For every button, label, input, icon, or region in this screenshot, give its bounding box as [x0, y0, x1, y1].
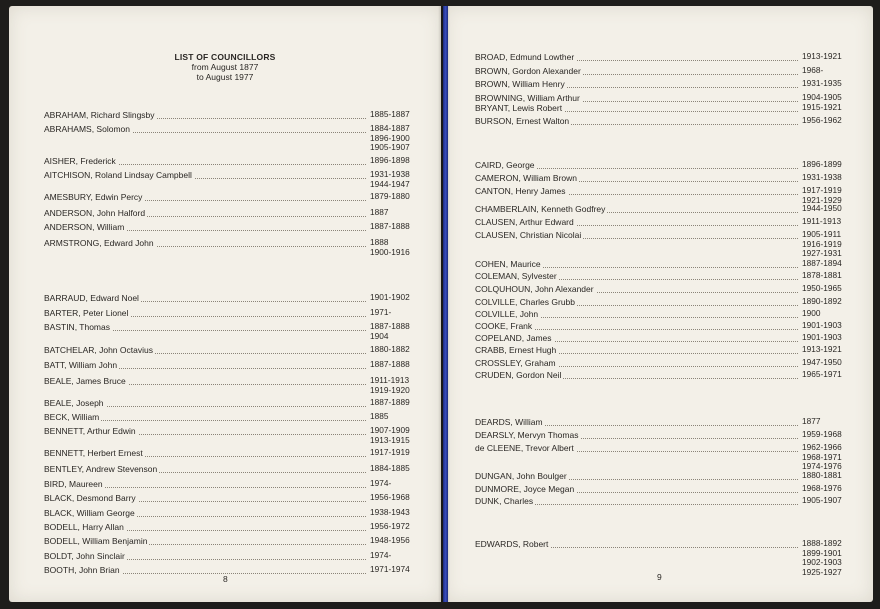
- term-year-range: 1884-1885: [370, 463, 410, 473]
- term-year-range: 1916-1919: [802, 238, 842, 249]
- term-year-range: 1880-1882: [370, 344, 410, 354]
- term-years: [370, 124, 410, 153]
- term-year-range: 1896-1899: [802, 159, 842, 169]
- councillor-name: BROWN, William Henry: [475, 79, 565, 89]
- term-year-range: 1896-1900: [370, 132, 410, 143]
- councillor-name: BENNETT, Arthur Edwin: [44, 426, 136, 436]
- councillor-name: DUNGAN, John Boulger: [475, 471, 567, 481]
- term-years: [370, 398, 410, 408]
- term-year-range: 1921-1929: [802, 194, 842, 205]
- term-year-range: 1947-1950: [802, 357, 842, 367]
- term-years: [802, 496, 842, 506]
- term-year-range: 1948-1956: [370, 535, 410, 545]
- term-year-range: 1931-1935: [802, 78, 842, 88]
- term-year-range: 1905-1907: [370, 142, 410, 152]
- term-years: [802, 79, 842, 89]
- term-year-range: 1879-1880: [370, 191, 410, 201]
- term-years: [802, 52, 842, 62]
- term-years: [370, 493, 410, 503]
- councillor-name: COLVILLE, John: [475, 309, 539, 319]
- term-year-range: 1913-1921: [802, 344, 842, 354]
- term-years: [802, 309, 820, 319]
- page-header: [9, 52, 441, 82]
- term-years: [370, 479, 391, 489]
- term-year-range: 1887-1894: [802, 258, 842, 268]
- term-year-range: 1911-1913: [802, 216, 842, 226]
- councillor-name: BROAD, Edmund Lowther: [475, 52, 575, 62]
- term-years: [370, 412, 388, 422]
- term-year-range: 1884-1887: [370, 123, 410, 133]
- term-years: [802, 230, 842, 259]
- term-years: [370, 110, 410, 120]
- councillor-name: COHEN, Maurice: [475, 259, 541, 269]
- bookmark-ribbon: [443, 6, 448, 602]
- term-years: [802, 471, 842, 481]
- councillor-name: CROSSLEY, Graham: [475, 358, 556, 368]
- term-year-range: 1907-1909: [370, 425, 410, 435]
- term-years: [802, 443, 842, 472]
- councillor-name: DEARSLY, Mervyn Thomas: [475, 430, 579, 440]
- term-year-range: 1901-1903: [802, 332, 842, 342]
- councillor-name: ABRAHAMS, Solomon: [44, 124, 130, 134]
- term-year-range: 1925-1927: [802, 566, 842, 577]
- term-year-range: 1888: [370, 237, 389, 247]
- term-year-range: 1915-1921: [802, 102, 842, 112]
- term-year-range: 1974-: [370, 478, 392, 488]
- term-years: [370, 238, 410, 257]
- councillor-name: AISHER, Frederick: [44, 156, 116, 166]
- term-year-range: 1956-1968: [370, 492, 410, 502]
- councillor-name: BURSON, Ernest Walton: [475, 116, 570, 126]
- term-year-range: 1917-1919: [370, 447, 410, 457]
- councillor-name: CLAUSEN, Arthur Edward: [475, 217, 574, 227]
- councillor-name: BENNETT, Herbert Ernest: [44, 448, 143, 458]
- page-subtitle-to: to August 1977: [196, 72, 254, 82]
- term-year-range: 1890-1892: [802, 296, 842, 306]
- term-year-range: 1927-1931: [802, 248, 842, 258]
- term-year-range: 1968-1971: [802, 451, 842, 462]
- term-year-range: 1965-1971: [802, 369, 842, 379]
- councillor-name: BARRAUD, Edward Noel: [44, 293, 139, 303]
- councillor-name: ANDERSON, John Halford: [44, 208, 146, 218]
- term-year-range: 1974-1976: [802, 461, 842, 471]
- councillor-name: CANTON, Henry James: [475, 186, 566, 196]
- term-year-range: 1887-1889: [370, 397, 410, 407]
- councillor-name: de CLEENE, Trevor Albert: [475, 443, 574, 453]
- term-year-range: 1919-1920: [370, 384, 410, 395]
- term-years: [802, 284, 842, 294]
- term-year-range: 1887-1888: [370, 221, 410, 231]
- page-number: 8: [223, 574, 228, 584]
- term-years: [802, 259, 842, 269]
- councillor-name: ANDERSON, William: [44, 222, 125, 232]
- term-year-range: 1959-1968: [802, 429, 842, 439]
- term-years: [802, 204, 842, 214]
- term-years: [802, 370, 842, 380]
- councillor-name: BOLDT, John Sinclair: [44, 551, 125, 561]
- councillor-name: BARTER, Peter Lionel: [44, 308, 129, 318]
- term-years: [802, 345, 842, 355]
- term-years: [802, 103, 842, 113]
- term-year-range: 1887-1888: [370, 321, 410, 331]
- councillor-name: CRABB, Ernest Hugh: [475, 345, 557, 355]
- term-year-range: 1956-1972: [370, 521, 410, 531]
- left-page: [9, 6, 441, 602]
- term-year-range: 1938-1943: [370, 507, 410, 517]
- term-years: [370, 208, 388, 218]
- councillor-name: BECK, William: [44, 412, 100, 422]
- term-years: [370, 308, 391, 318]
- councillor-name: COOKE, Frank: [475, 321, 533, 331]
- term-year-range: 1968-: [802, 65, 824, 75]
- term-year-range: 1888-1892: [802, 538, 842, 548]
- councillor-name: BOOTH, John Brian: [44, 565, 120, 575]
- term-year-range: 1905-1907: [802, 495, 842, 505]
- right-page: [445, 6, 873, 602]
- term-years: [802, 173, 842, 183]
- term-year-range: 1885: [370, 411, 389, 421]
- councillor-name: COLEMAN, Sylvester: [475, 271, 557, 281]
- term-years: [370, 222, 410, 232]
- term-years: [802, 358, 842, 368]
- councillor-name: DUNK, Charles: [475, 496, 534, 506]
- councillor-name: EDWARDS, Robert: [475, 539, 549, 549]
- councillor-name: BATCHELAR, John Octavius: [44, 345, 153, 355]
- term-year-range: 1902-1903: [802, 557, 842, 567]
- term-year-range: 1931-1938: [802, 172, 842, 182]
- councillor-name: BODELL, Harry Allan: [44, 522, 124, 532]
- councillor-name: COLQUHOUN, John Alexander: [475, 284, 594, 294]
- term-years: [370, 170, 410, 189]
- term-year-range: 1901-1903: [802, 320, 842, 330]
- term-years: [370, 156, 410, 166]
- term-year-range: 1968-1976: [802, 483, 842, 493]
- term-years: [370, 192, 410, 202]
- term-year-range: 1887: [370, 207, 389, 217]
- term-year-range: 1971-1974: [370, 564, 410, 574]
- term-years: [370, 536, 410, 546]
- councillor-name: CHAMBERLAIN, Kenneth Godfrey: [475, 204, 606, 214]
- term-year-range: 1899-1901: [802, 547, 842, 558]
- term-years: [370, 448, 410, 458]
- councillor-name: CLAUSEN, Christian Nicolai: [475, 230, 582, 240]
- page-subtitle-from: from August 1877: [191, 62, 259, 72]
- councillor-name: BRYANT, Lewis Robert: [475, 103, 563, 113]
- councillor-name: CAMERON, William Brown: [475, 173, 578, 183]
- term-years: [802, 430, 842, 440]
- term-years: [370, 322, 410, 341]
- term-years: [370, 508, 410, 518]
- councillor-name: BEALE, James Bruce: [44, 376, 126, 386]
- term-years: [370, 360, 410, 370]
- term-year-range: 1887-1888: [370, 359, 410, 369]
- term-year-range: 1900: [802, 308, 821, 318]
- term-years: [802, 539, 842, 577]
- term-years: [802, 297, 842, 307]
- term-years: [370, 376, 410, 395]
- councillor-name: BLACK, William George: [44, 508, 135, 518]
- term-year-range: 1931-1938: [370, 169, 410, 179]
- term-years: [370, 293, 410, 303]
- term-years: [370, 426, 410, 445]
- term-year-range: 1904: [370, 330, 389, 341]
- councillor-name: ABRAHAM, Richard Slingsby: [44, 110, 155, 120]
- term-year-range: 1877: [802, 416, 821, 426]
- councillor-name: BIRD, Maureen: [44, 479, 103, 489]
- term-years: [802, 160, 842, 170]
- term-year-range: 1913-1921: [802, 51, 842, 61]
- term-years: [370, 345, 410, 355]
- councillor-name: CRUDEN, Gordon Neil: [475, 370, 562, 380]
- term-year-range: 1971-: [370, 307, 392, 317]
- councillor-name: BROWNING, William Arthur: [475, 93, 580, 103]
- term-year-range: 1880-1881: [802, 470, 842, 480]
- councillor-name: BODELL, William Benjamin: [44, 536, 148, 546]
- term-year-range: 1901-1902: [370, 292, 410, 302]
- term-years: [370, 565, 410, 575]
- term-year-range: 1974-: [370, 550, 392, 560]
- term-year-range: 1911-1913: [370, 375, 410, 385]
- councillor-name: DEARDS, William: [475, 417, 543, 427]
- term-year-range: 1962-1966: [802, 442, 842, 452]
- term-year-range: 1913-1915: [370, 434, 410, 445]
- term-year-range: 1904-1905: [802, 92, 842, 102]
- councillor-name: BATT, William John: [44, 360, 118, 370]
- term-years: [802, 271, 842, 281]
- page-number: 9: [657, 572, 662, 582]
- term-year-range: 1900-1916: [370, 246, 410, 257]
- councillor-name: BEALE, Joseph: [44, 398, 104, 408]
- term-years: [802, 321, 842, 331]
- term-years: [802, 116, 842, 126]
- term-year-range: 1944-1950: [802, 203, 842, 213]
- term-year-range: 1885-1887: [370, 109, 410, 119]
- councillor-name: BASTIN, Thomas: [44, 322, 110, 332]
- councillor-name: AMESBURY, Edwin Percy: [44, 192, 143, 202]
- councillor-name: COLVILLE, Charles Grubb: [475, 297, 575, 307]
- councillor-name: ARMSTRONG, Edward John: [44, 238, 154, 248]
- councillor-name: AITCHISON, Roland Lindsay Campbell: [44, 170, 192, 180]
- term-years: [802, 66, 823, 76]
- term-year-range: 1944-1947: [370, 178, 410, 189]
- term-year-range: 1896-1898: [370, 155, 410, 165]
- councillor-name: COPELAND, James: [475, 333, 552, 343]
- page-title: LIST OF COUNCILLORS: [174, 52, 276, 62]
- term-year-range: 1878-1881: [802, 270, 842, 280]
- councillor-name: BLACK, Desmond Barry: [44, 493, 136, 503]
- councillor-name: DUNMORE, Joyce Megan: [475, 484, 575, 494]
- term-years: [802, 417, 820, 427]
- term-years: [370, 551, 391, 561]
- councillor-name: CAIRD, George: [475, 160, 535, 170]
- term-years: [370, 464, 410, 474]
- councillor-name: BENTLEY, Andrew Stevenson: [44, 464, 158, 474]
- term-year-range: 1950-1965: [802, 283, 842, 293]
- term-year-range: 1956-1962: [802, 115, 842, 125]
- term-years: [802, 333, 842, 343]
- term-years: [802, 484, 842, 494]
- term-year-range: 1917-1919: [802, 185, 842, 195]
- term-year-range: 1905-1911: [802, 229, 842, 239]
- term-years: [802, 217, 841, 227]
- councillor-name: BROWN, Gordon Alexander: [475, 66, 581, 76]
- term-years: [370, 522, 410, 532]
